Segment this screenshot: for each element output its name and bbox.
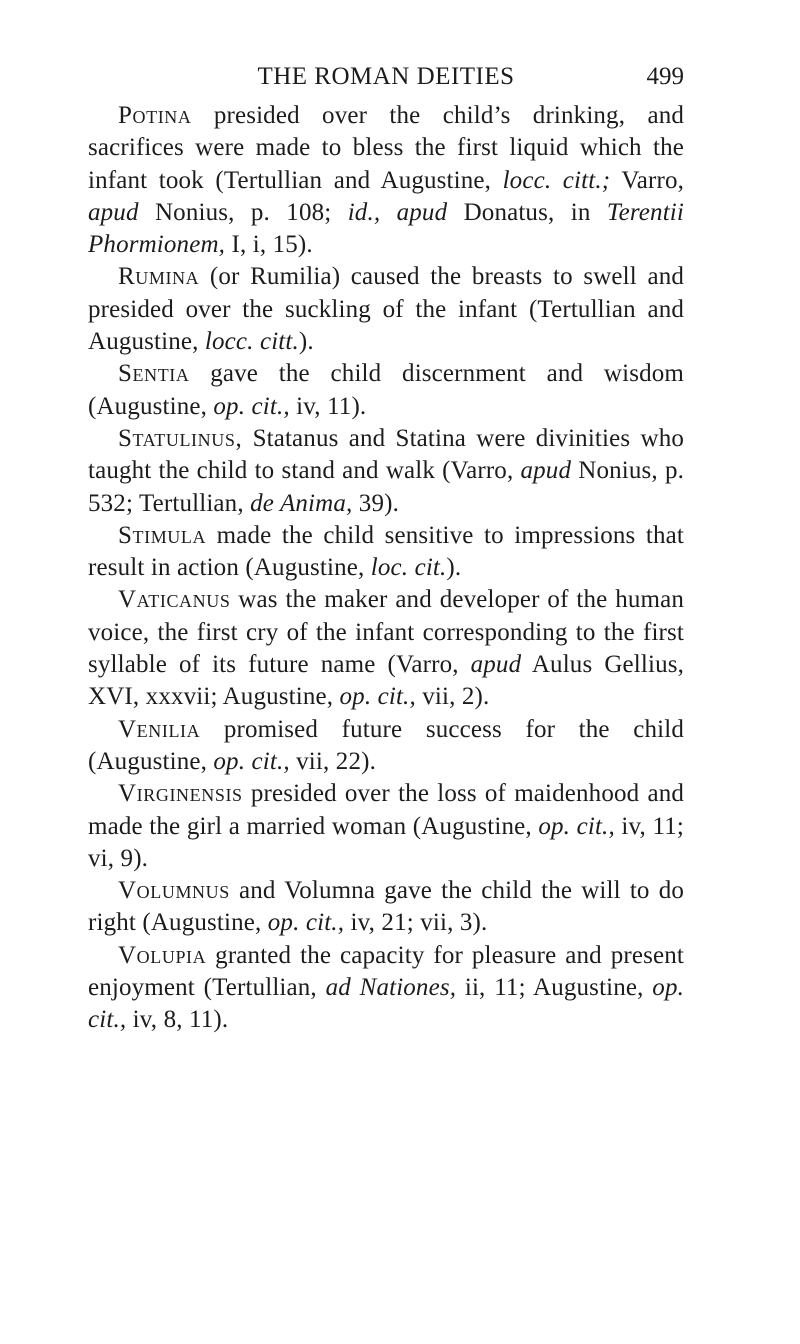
deity-name: Potina [118, 102, 192, 129]
running-header [88, 60, 684, 94]
entry-text: ). [298, 328, 314, 356]
entry-sentia [88, 358, 684, 423]
entry-text: vii, 2). [415, 683, 490, 711]
entry-volupia [88, 940, 684, 1037]
entry-text: Aulus Gellius, XVI, xxxvii; Augustine, [88, 651, 684, 711]
italic-citation: Terentii Phormionem, [88, 198, 684, 259]
entry-text: ). [446, 554, 462, 582]
italic-citation: op. cit., [213, 747, 290, 775]
page-number: 499 [646, 63, 684, 90]
entry-text: was the maker and developer of the human voice, the first cry of the infant corresponding to the first syllable of its future name (Varro, [88, 586, 684, 679]
entry-volumnus [88, 875, 684, 940]
entry-text: (or Rumilia) caused the breasts to swell and presided over the suckling of the infant (Tertullian and Augustine, [88, 263, 684, 356]
italic-citation: apud [520, 457, 572, 485]
entry-text: Varro, [610, 166, 684, 194]
italic-citation: op. cit., [267, 909, 345, 937]
entry-rumina [88, 261, 684, 358]
deity-name: Volumnus [118, 877, 230, 905]
entry-text: Donatus, in [447, 198, 607, 226]
italic-citation: ad Nationes, [325, 974, 457, 1002]
entry-vaticanus [88, 584, 684, 713]
entry-statulinus [88, 423, 684, 520]
entry-text: Nonius, p. 108; [138, 198, 348, 226]
entry-text: iv, 21; vii, 3). [344, 909, 488, 937]
entry-stimula [88, 520, 684, 585]
entry-text: promised future success for the child (Augustine, [88, 715, 684, 775]
italic-citation: op. cit., [88, 974, 684, 1034]
italic-citation: locc. citt.; [502, 166, 611, 194]
italic-citation: op. cit., [339, 683, 416, 711]
italic-citation: op. cit., [213, 392, 290, 420]
italic-citation: de Anima, [250, 489, 353, 517]
deity-name: Venilia [118, 715, 201, 743]
entry-text: granted the capacity for pleasure and present enjoyment (Tertullian, [88, 941, 684, 1002]
text-body [88, 100, 684, 1037]
entry-virginensis [88, 778, 684, 875]
italic-citation: id., apud [347, 198, 448, 226]
running-title: THE ROMAN DEITIES [257, 63, 515, 90]
italic-citation: apud [470, 651, 522, 679]
entry-text: Nonius, p. 532; Tertullian, [88, 457, 684, 517]
entry-text: iv, 8, 11). [126, 1006, 229, 1034]
deity-name: Virginensis [118, 780, 243, 808]
italic-citation: loc. cit. [370, 554, 447, 582]
deity-name: Volupia [118, 941, 207, 969]
entry-text: I, i, 15). [225, 231, 313, 259]
entry-text: Statanus and Statina were divinities who taught the child to stand and walk (Varro, [88, 424, 684, 485]
deity-name: Rumina [118, 263, 200, 291]
entry-text: gave the child discernment and wisdom (Augustine, [88, 360, 684, 420]
entry-text: presided over the child’s drinking, and sacrifices were made to bless the first liquid which the infant took (Tertullian and Augustine, [88, 102, 684, 194]
entry-text: 39). [352, 489, 399, 517]
entry-text: presided over the loss of maidenhood and made the girl a married woman (Augustine, [88, 780, 684, 840]
entry-text: iv, 11; vi, 9). [88, 812, 684, 872]
italic-citation: op. cit., [538, 812, 615, 840]
deity-name: Statulinus, [118, 424, 243, 452]
entry-text: iv, 11). [289, 392, 367, 420]
italic-citation: apud [88, 198, 139, 226]
entry-venilia [88, 714, 684, 779]
deity-name: Sentia [118, 360, 190, 388]
entry-text: made the child sensitive to impressions that result in action (Augustine, [88, 521, 684, 582]
entry-potina [88, 100, 684, 261]
italic-citation: locc. citt. [204, 328, 299, 356]
entry-text: and Volumna gave the child the will to do right (Augustine, [88, 877, 684, 937]
deity-name: Stimula [118, 521, 207, 549]
deity-name: Vaticanus [118, 586, 231, 614]
entry-text: ii, 11; Augustine, [456, 974, 653, 1002]
entry-text: vii, 22). [289, 747, 376, 775]
